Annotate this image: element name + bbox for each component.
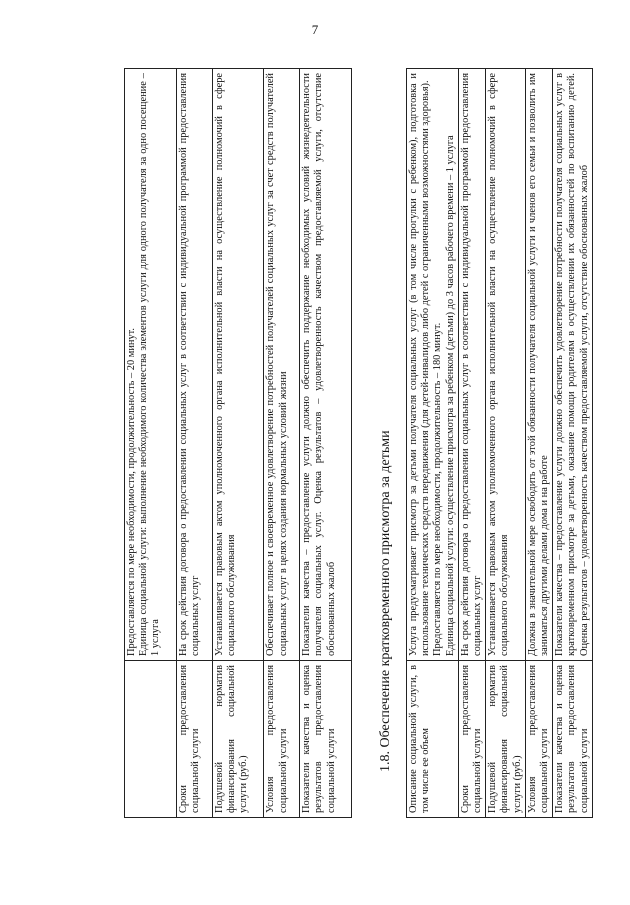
row-content	[264, 69, 300, 661]
content-paragraph: На срок действия договора о предоставлении социальных услуг в соответствии с индивидуальной программой предоставления социальных услуг	[177, 73, 201, 656]
table-row	[407, 69, 459, 818]
table-row	[300, 69, 352, 818]
row-content	[407, 69, 459, 661]
table-row	[458, 69, 485, 818]
row-content	[176, 69, 212, 661]
row-label: Сроки предоставления социальной услуги	[176, 661, 212, 818]
content-paragraph: Единица социальной услуги: выполнение необходимого количества элементов услуги для одного получателя за одно посещение – 1 услуга	[138, 73, 162, 656]
row-label: Условия предоставления социальной услуги	[525, 661, 552, 818]
content-paragraph: На срок действия договора о предоставлении социальных услуг в соответствии с индивидуальной программой предоставления социальных услуг	[459, 73, 484, 656]
content-paragraph: Обеспечивает полное и своевременное удовлетворение потребностей получателей социальных услуг за счет средств получателей социальных услуг в целях создания нормальных условий жизни	[265, 73, 289, 656]
content-paragraph: Услуга предусматривает присмотр за детьми получателя социальных услуг (в том числе прогулки с ребенком), подготовка и использование технических средств передвижения (для детей-инвалидов либо детей с ограниченными возможностями здоровья).	[408, 73, 432, 656]
row-label: Подушевой норматив финансирования социальной услуги (руб.)	[486, 661, 526, 818]
table-row	[125, 69, 177, 818]
row-label: Условия предоставления социальной услуги	[264, 661, 300, 818]
row-content	[458, 69, 485, 661]
table-row	[486, 69, 526, 818]
content-paragraph: Устанавливается правовым актом уполномоченного органа исполнительной власти на осуществление полномочий в сфере социального обслуживания	[487, 73, 511, 656]
services-table-2	[406, 68, 593, 818]
row-label: Показатели качества и оценка результатов предоставления социальной услуги	[553, 661, 593, 818]
row-label: Показатели качества и оценка результатов предоставления социальной услуги	[300, 661, 352, 818]
page-number: 7	[311, 22, 319, 37]
table-row	[553, 69, 593, 818]
row-label: Описание социальной услуги, в том числе ее объем	[407, 661, 459, 818]
rotated-page-content	[124, 68, 614, 818]
row-content	[125, 69, 177, 661]
content-paragraph: Предоставляется по мере необходимости, продолжительность – 20 минут.	[126, 327, 137, 656]
content-paragraph: Единица социальной услуги: осуществление присмотра за ребенком (детьми) до 3 часов рабочего времени – 1 услуга	[444, 135, 456, 656]
table-row	[525, 69, 552, 818]
row-label: Подушевой норматив финансирования социальной услуги (руб.)	[212, 661, 264, 818]
content-paragraph: Показатели качества – предоставление услуги должно обеспечить удовлетворение потребности получателя социальных услуг в кратковременном присмотре за детьми, оказание помощи родителям в осуществлении их обязанностей по воспитанию детей. Оценка результатов – удовлетворенность качеством предоставляемой услуги, отсутствие обоснованных жалоб	[554, 73, 590, 656]
content-paragraph: Устанавливается правовым актом уполномоченного органа исполнительной власти на осуществление полномочий в сфере социального обслуживания	[213, 73, 237, 656]
table-row	[176, 69, 212, 818]
services-table-1	[124, 68, 352, 818]
table-row	[264, 69, 300, 818]
content-paragraph: Показатели качества – предоставление услуги должно обеспечить поддержание необходимых условий жизнедеятельности получателя социальных услуг. Оценка результатов – удовлетворенность качеством предоставляемой услуги, отсутствие обоснованных жалоб	[301, 73, 337, 656]
row-content	[525, 69, 552, 661]
row-content	[486, 69, 526, 661]
content-paragraph: Должна в значительной мере освободить от этой обязанности получателя социальной услуги и членов его семьи и позволить им заниматься другими делами дома и на работе	[526, 73, 551, 656]
row-content	[300, 69, 352, 661]
row-label: Сроки предоставления социальной услуги	[458, 661, 485, 818]
section-title: 1.8. Обеспечение кратковременного присмотра за детьми	[378, 430, 393, 772]
row-label	[125, 661, 177, 818]
table-row	[212, 69, 264, 818]
content-paragraph: Предоставляется по мере необходимости, продолжительность – 180 минут.	[432, 322, 444, 656]
row-content	[553, 69, 593, 661]
row-content	[212, 69, 264, 661]
